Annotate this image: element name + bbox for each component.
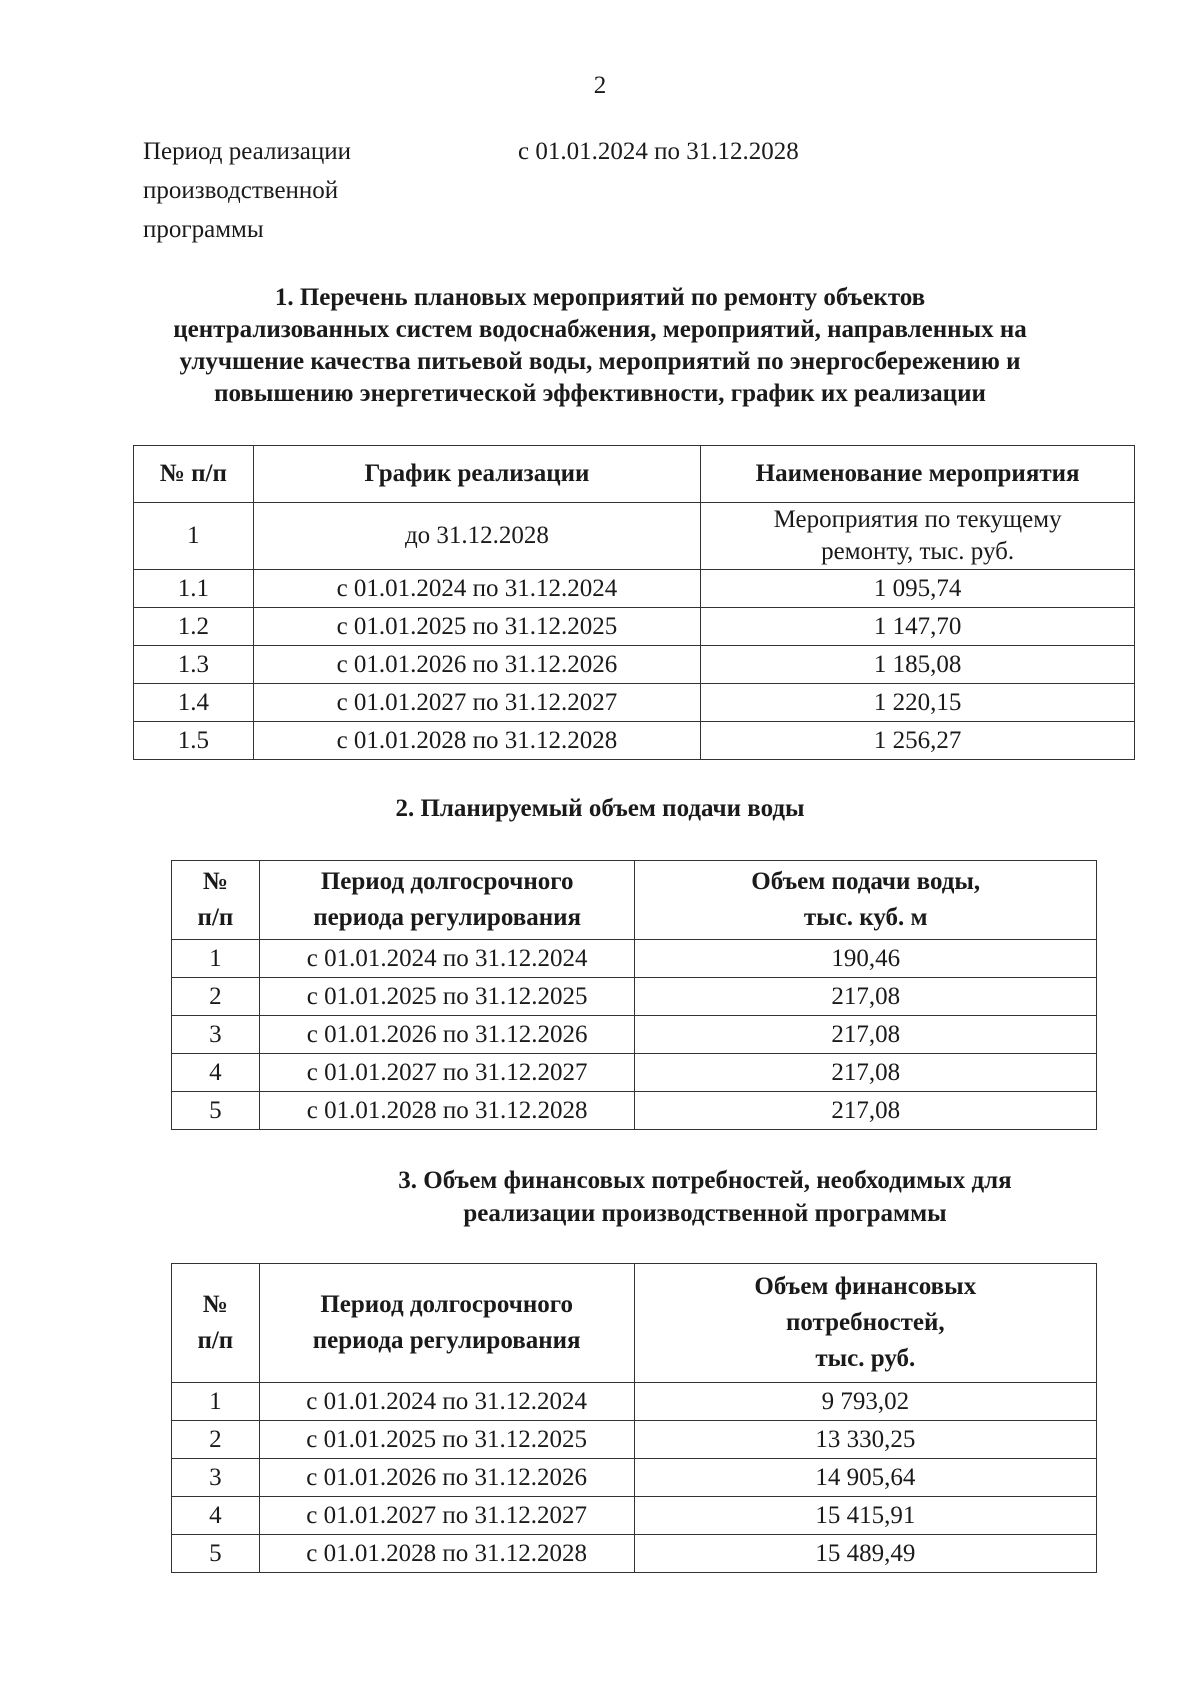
- cell-value: 14 905,64: [634, 1459, 1096, 1497]
- cell-num: 1.1: [134, 570, 254, 608]
- cell-num: 4: [172, 1497, 260, 1535]
- table-row: [172, 940, 1097, 978]
- cell-num: 3: [172, 1016, 260, 1054]
- period-value: с 01.01.2024 по 31.12.2028: [518, 138, 799, 165]
- header-num: № п/п: [134, 446, 254, 503]
- section3-title: [105, 1164, 1200, 1230]
- header-schedule: График реализации: [253, 446, 701, 503]
- cell-line: ремонту, тыс. руб.: [821, 538, 1015, 565]
- table-row: [172, 1092, 1097, 1130]
- cell-num: 3: [172, 1459, 260, 1497]
- cell-schedule: с 01.01.2027 по 31.12.2027: [253, 684, 701, 722]
- table-header-row: [134, 446, 1135, 503]
- cell-line: Мероприятия по текущему: [773, 506, 1062, 533]
- cell-num: 2: [172, 978, 260, 1016]
- cell-period: с 01.01.2025 по 31.12.2025: [259, 978, 635, 1016]
- cell-period: с 01.01.2028 по 31.12.2028: [259, 1535, 634, 1573]
- table-header-row: [172, 1264, 1097, 1383]
- header-line: тыс. руб.: [815, 1345, 916, 1372]
- header-line: п/п: [197, 904, 234, 931]
- water-supply-volume-table: [171, 860, 1097, 1130]
- cell-num: 1.3: [134, 646, 254, 684]
- cell-value: 217,08: [635, 978, 1097, 1016]
- table-row: [134, 646, 1135, 684]
- page-number: 2: [593, 72, 607, 99]
- section2-title-line: 2. Планируемый объем подачи воды: [395, 795, 805, 822]
- cell-schedule: с 01.01.2028 по 31.12.2028: [253, 722, 701, 760]
- cell-value: 15 489,49: [634, 1535, 1096, 1573]
- table-row: [134, 608, 1135, 646]
- cell-value: 1 220,15: [701, 684, 1135, 722]
- cell-num: 2: [172, 1421, 260, 1459]
- cell-num: 5: [172, 1535, 260, 1573]
- cell-value: 190,46: [635, 940, 1097, 978]
- cell-num: 1: [172, 1383, 260, 1421]
- header-line: п/п: [197, 1327, 234, 1354]
- table-row: [172, 1383, 1097, 1421]
- financial-needs-table: [171, 1263, 1097, 1573]
- cell-period: с 01.01.2025 по 31.12.2025: [259, 1421, 634, 1459]
- cell-period: с 01.01.2027 по 31.12.2027: [259, 1054, 635, 1092]
- header-line: №: [202, 1291, 228, 1318]
- cell-measure-name: [701, 503, 1135, 570]
- cell-num: 4: [172, 1054, 260, 1092]
- cell-period: с 01.01.2028 по 31.12.2028: [259, 1092, 635, 1130]
- header-line: периода регулирования: [312, 1327, 581, 1354]
- cell-period: с 01.01.2026 по 31.12.2026: [259, 1016, 635, 1054]
- period-label-line: программы: [143, 216, 264, 243]
- cell-period: с 01.01.2027 по 31.12.2027: [259, 1497, 634, 1535]
- table-row: [134, 684, 1135, 722]
- cell-num: 1.5: [134, 722, 254, 760]
- cell-value: 1 185,08: [701, 646, 1135, 684]
- period-label-line: производственной: [143, 177, 339, 204]
- table-row: [134, 503, 1135, 570]
- table-row: [172, 1459, 1097, 1497]
- period-label: [143, 132, 443, 249]
- table-row: [172, 1535, 1097, 1573]
- cell-period: с 01.01.2024 по 31.12.2024: [259, 940, 635, 978]
- cell-period: с 01.01.2026 по 31.12.2026: [259, 1459, 634, 1497]
- header-line: периода регулирования: [313, 904, 582, 931]
- cell-value: 217,08: [635, 1054, 1097, 1092]
- cell-period: с 01.01.2024 по 31.12.2024: [259, 1383, 634, 1421]
- cell-schedule: с 01.01.2024 по 31.12.2024: [253, 570, 701, 608]
- header-line: Объем финансовых: [754, 1273, 977, 1300]
- table-row: [134, 722, 1135, 760]
- cell-value: 15 415,91: [634, 1497, 1096, 1535]
- cell-value: 1 147,70: [701, 608, 1135, 646]
- header-line: потребностей,: [785, 1309, 945, 1336]
- cell-schedule: с 01.01.2026 по 31.12.2026: [253, 646, 701, 684]
- section3-title-line: реализации производственной программы: [463, 1200, 947, 1227]
- header-period: [259, 1264, 634, 1383]
- repair-measures-table: [133, 445, 1135, 760]
- table-row: [172, 1421, 1097, 1459]
- section3-title-line: 3. Объем финансовых потребностей, необходимых для: [398, 1167, 1012, 1194]
- cell-num: 5: [172, 1092, 260, 1130]
- cell-num: 1: [134, 503, 254, 570]
- header-line: Период долгосрочного: [320, 1291, 573, 1318]
- cell-num: 1: [172, 940, 260, 978]
- header-line: Период долгосрочного: [320, 868, 574, 895]
- cell-value: 9 793,02: [634, 1383, 1096, 1421]
- table-header-row: [172, 861, 1097, 940]
- cell-num: 1.2: [134, 608, 254, 646]
- period-label-line: Период реализации: [143, 138, 351, 165]
- header-line: тыс. куб. м: [803, 904, 928, 931]
- section1-title-line: улучшение качества питьевой воды, мероприятий по энергосбережению и: [179, 348, 1021, 375]
- header-period: [259, 861, 635, 940]
- table-row: [172, 1497, 1097, 1535]
- header-num: [172, 1264, 260, 1383]
- section1-title: [0, 282, 1200, 410]
- cell-schedule: до 31.12.2028: [253, 503, 701, 570]
- table-row: [172, 1054, 1097, 1092]
- table-row: [172, 978, 1097, 1016]
- cell-num: 1.4: [134, 684, 254, 722]
- section1-title-line: 1. Перечень плановых мероприятий по ремонту объектов: [274, 284, 926, 311]
- cell-value: 1 256,27: [701, 722, 1135, 760]
- section2-title: [0, 793, 1200, 825]
- cell-value: 217,08: [635, 1016, 1097, 1054]
- table-row: [172, 1016, 1097, 1054]
- table-row: [134, 570, 1135, 608]
- cell-schedule: с 01.01.2025 по 31.12.2025: [253, 608, 701, 646]
- header-financial-needs: [634, 1264, 1096, 1383]
- cell-value: 1 095,74: [701, 570, 1135, 608]
- header-num: [172, 861, 260, 940]
- header-line: №: [202, 868, 228, 895]
- header-volume: [635, 861, 1097, 940]
- header-line: Объем подачи воды,: [751, 868, 981, 895]
- section1-title-line: централизованных систем водоснабжения, мероприятий, направленных на: [173, 316, 1027, 343]
- cell-value: 217,08: [635, 1092, 1097, 1130]
- section1-title-line: повышению энергетической эффективности, график их реализации: [214, 380, 986, 407]
- header-measure-name: Наименование мероприятия: [701, 446, 1135, 503]
- cell-value: 13 330,25: [634, 1421, 1096, 1459]
